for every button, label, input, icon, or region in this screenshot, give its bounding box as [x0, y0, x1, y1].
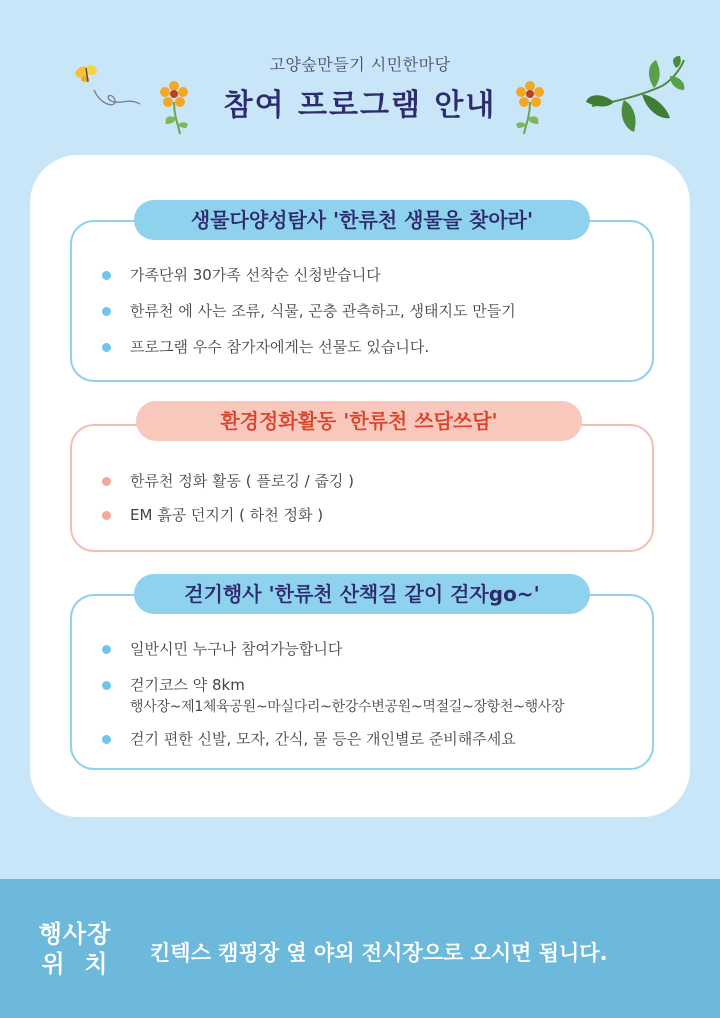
section-title-cleanup: 환경정화활동 '한류천 쓰담쓰담' — [136, 401, 582, 441]
section-title-biodiversity: 생물다양성탐사 '한류천 생물을 찾아라' — [134, 200, 590, 240]
section-title-walking: 걷기행사 '한류천 산책길 같이 걷자go~' — [134, 574, 590, 614]
bullet-dot — [102, 681, 111, 690]
list-item: 한류천 에 사는 조류, 식물, 곤충 관측하고, 생태지도 만들기 — [72, 300, 652, 322]
location-label: 행사장 위 치 — [38, 920, 112, 978]
walking-route: 행사장~제1체육공원~마실다리~한강수변공원~멱절길~장항천~행사장 — [130, 699, 565, 715]
bullet-dot — [102, 343, 111, 352]
page-title: 참여 프로그램 안내 — [223, 88, 497, 123]
location-text: 킨텍스 캠핑장 옆 야외 전시장으로 오시면 됩니다. — [150, 941, 608, 965]
list-item: 가족단위 30가족 선착순 신청받습니다 — [72, 264, 652, 286]
bullet-dot — [102, 271, 111, 280]
section-cleanup — [70, 424, 654, 552]
list-item: 한류천 정화 활동 ( 플로깅 / 줍깅 ) — [72, 470, 652, 492]
list-item: 프로그램 우수 참가자에게는 선물도 있습니다. — [72, 336, 652, 358]
event-subtitle: 고양숲만들기 시민한마당 — [269, 55, 451, 74]
header — [0, 0, 720, 150]
location-footer — [0, 879, 720, 1018]
list-item: 걷기코스 약 8km 행사장~제1체육공원~마실다리~한강수변공원~멱절길~장항천~행사장 — [72, 674, 652, 718]
bullet-dot — [102, 477, 111, 486]
bullet-dot — [102, 307, 111, 316]
bullet-dot — [102, 735, 111, 744]
bullet-dot — [102, 645, 111, 654]
list-item: 일반시민 누구나 참여가능합니다 — [72, 638, 652, 660]
section-walking — [70, 594, 654, 770]
list-item: 걷기 편한 신발, 모자, 간식, 물 등은 개인별로 준비해주세요 — [72, 728, 652, 750]
section-biodiversity — [70, 220, 654, 382]
bullet-dot — [102, 511, 111, 520]
list-item: EM 흙공 던지기 ( 하천 정화 ) — [72, 504, 652, 526]
